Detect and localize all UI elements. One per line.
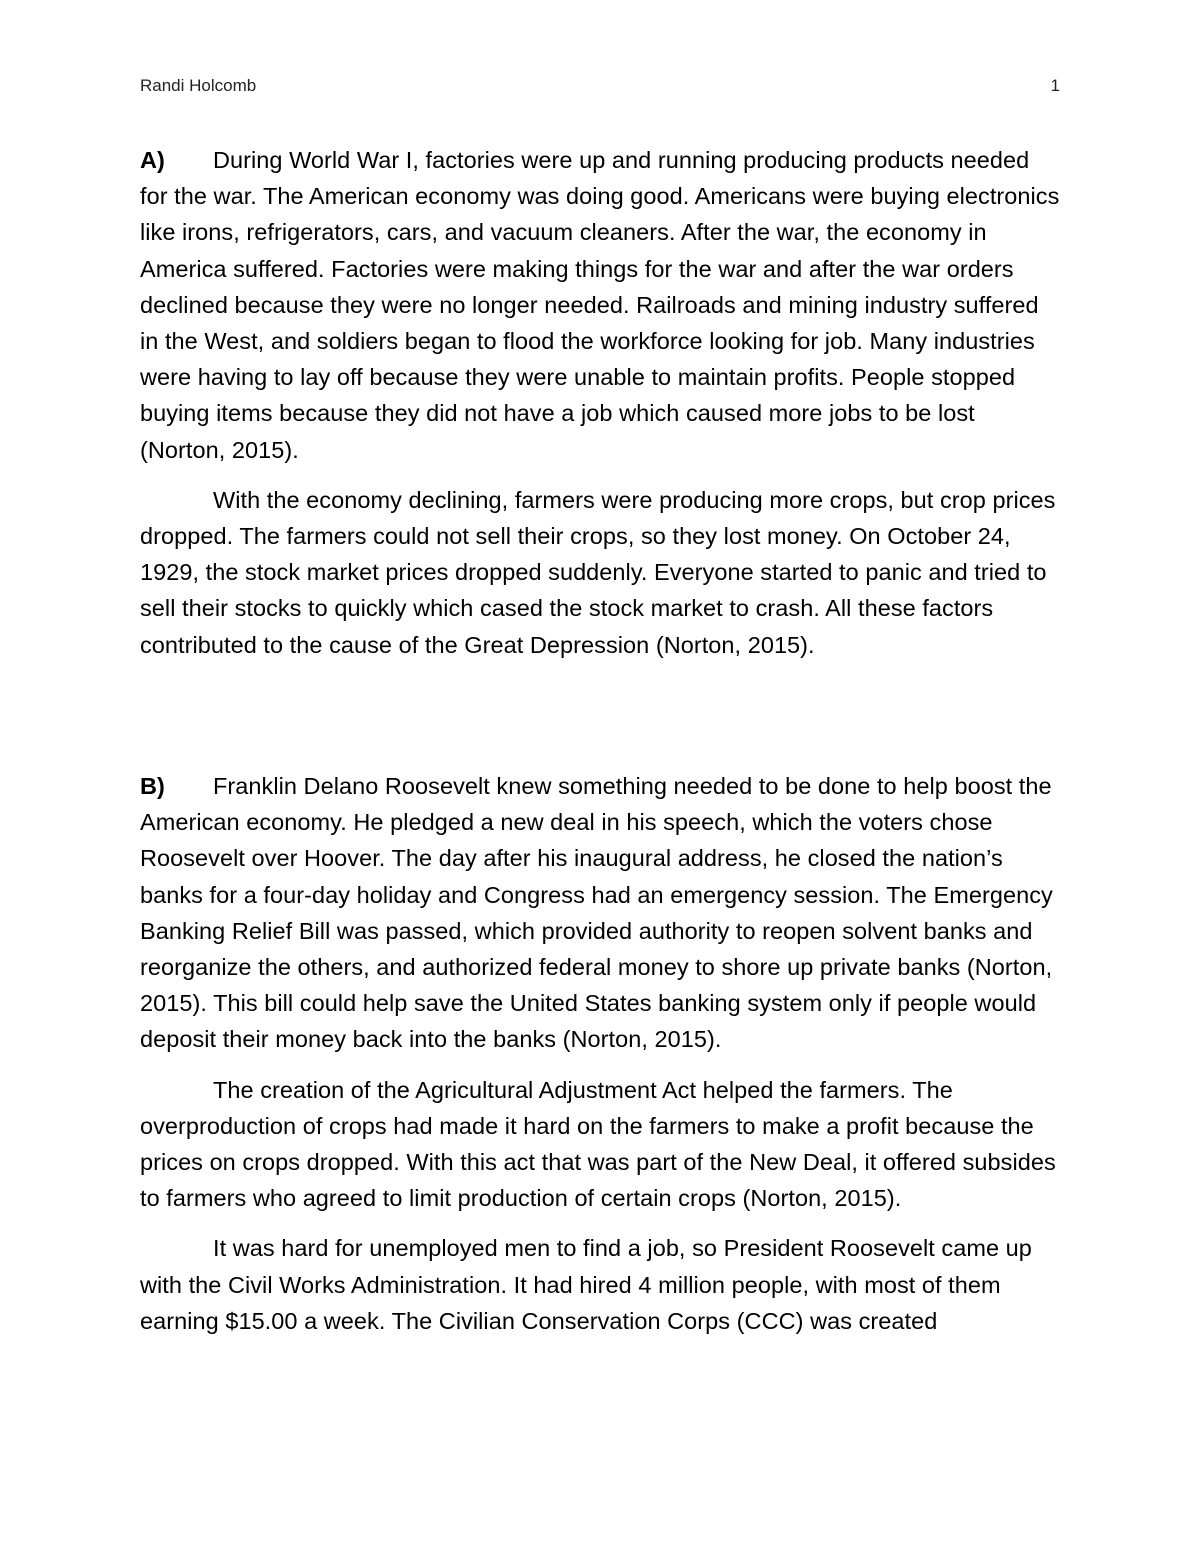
section-a-paragraph-1	[140, 142, 1060, 468]
section-a	[140, 142, 1060, 663]
section-b-paragraph-1	[140, 768, 1060, 1058]
page-header	[140, 76, 1060, 100]
section-b-label: B)	[140, 773, 165, 799]
section-b-paragraph-2: The creation of the Agricultural Adjustment Act helped the farmers. The overproduction of crops had made it hard on the farmers to make a profit because the prices on crops dropped. With this act that was part of the New Deal, it offered subsides to farmers who agreed to limit production of certain crops (Norton, 2015).	[140, 1076, 1056, 1212]
section-b-paragraph-1-text: Franklin Delano Roosevelt knew something needed to be done to help boost the American economy. He pledged a new deal in his speech, which the voters chose Roosevelt over Hoover. The day after his inaugural address, he closed the nation’s banks for a four-day holiday and Congress had an emergency session. The Emergency Banking Relief Bill was passed, which provided authority to reopen solvent banks and reorganize the others, and authorized federal money to shore up private banks (Norton, 2015). This bill could help save the United States banking system only if people would deposit their money back into the banks (Norton, 2015).	[140, 773, 1053, 1053]
page-number: 1	[1050, 76, 1060, 95]
section-a-label: A)	[140, 147, 165, 173]
section-a-paragraph-1-text: During World War I, factories were up and running producing products needed for the war. The American economy was doing good. Americans were buying electronics like irons, refrigerators, cars, and vacuum cleaners. After the war, the economy in America suffered. Factories were making things for the war and after the war orders declined because they were no longer needed. Railroads and mining industry suffered in the West, and soldiers began to flood the workforce looking for job. Many industries were having to lay off because they were unable to maintain profits. People stopped buying items because they did not have a job which caused more jobs to be lost (Norton, 2015).	[140, 147, 1060, 463]
section-b-paragraph-3: It was hard for unemployed men to find a job, so President Roosevelt came up with the Civil Works Administration. It had hired 4 million people, with most of them earning $15.00 a week. The Civilian Conservation Corps (CCC) was created	[140, 1235, 1032, 1334]
section-b	[140, 768, 1060, 1339]
section-a-paragraph-2: With the economy declining, farmers were producing more crops, but crop prices dropped. The farmers could not sell their crops, so they lost money. On October 24, 1929, the stock market prices dropped suddenly. Everyone started to panic and tried to sell their stocks to quickly which cased the stock market to crash. All these factors contributed to the cause of the Great Depression (Norton, 2015).	[140, 486, 1056, 658]
author-name: Randi Holcomb	[140, 76, 257, 95]
